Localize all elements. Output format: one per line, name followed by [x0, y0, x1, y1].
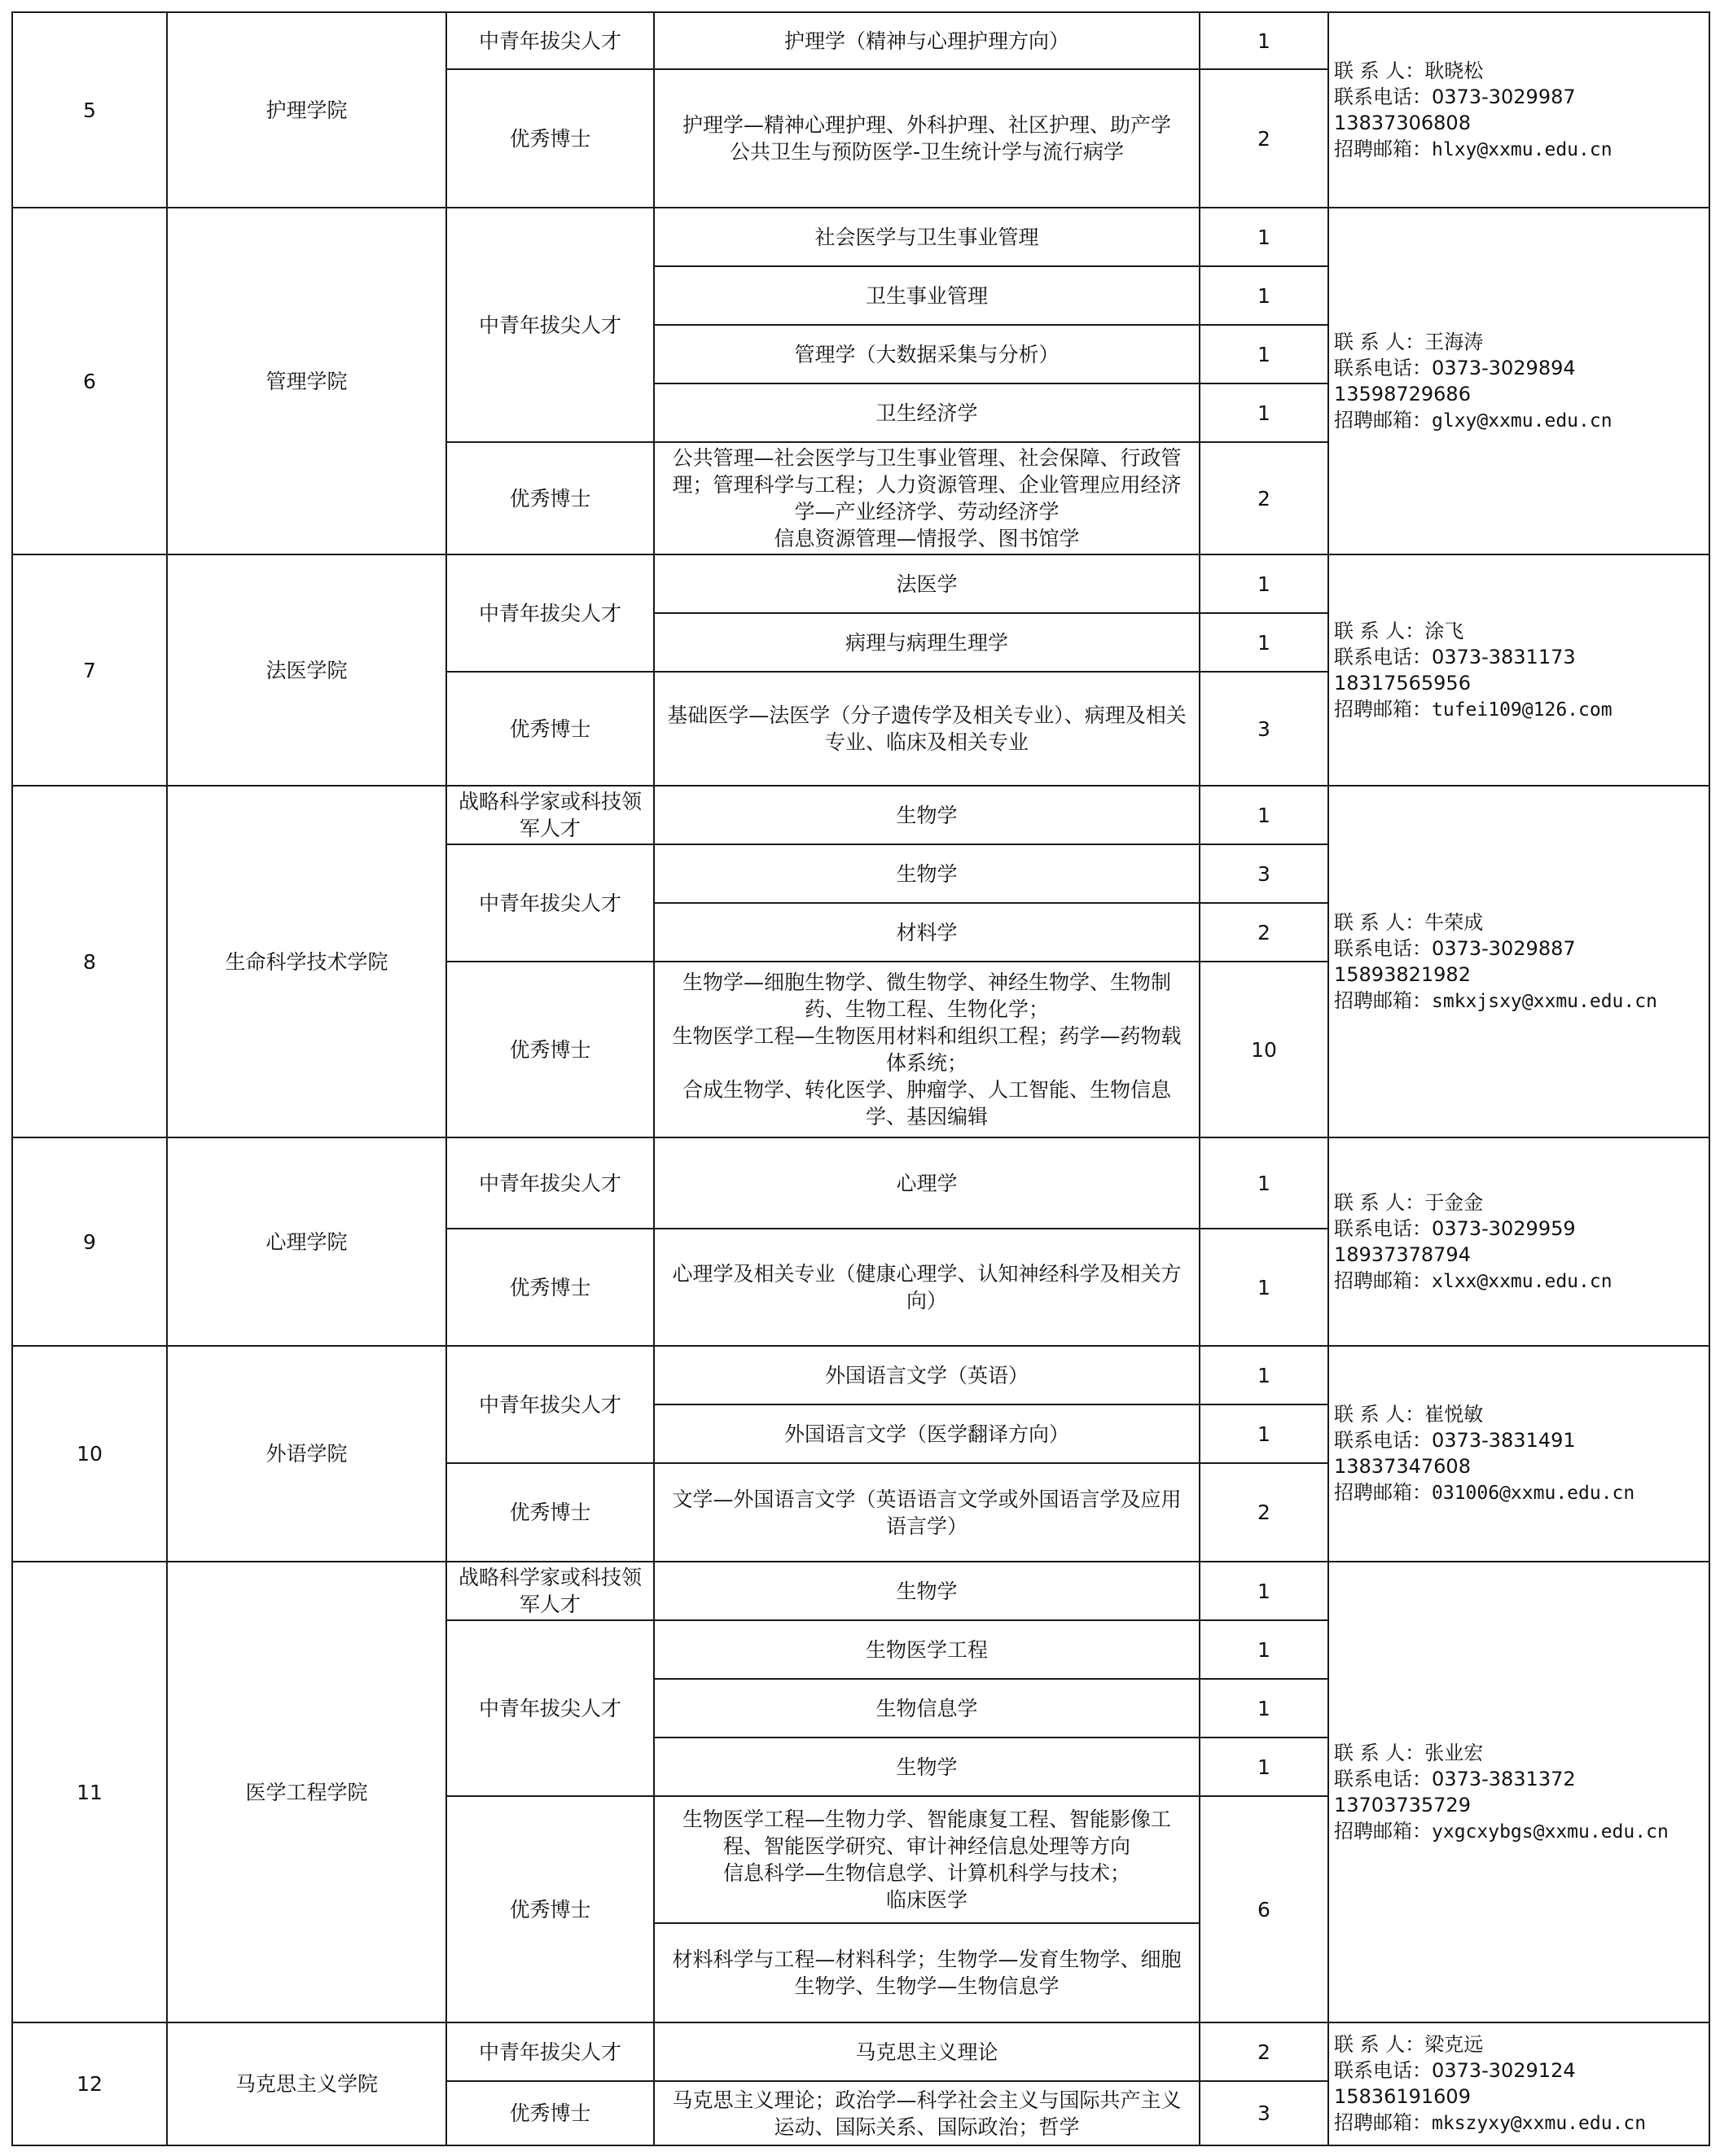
count-cell-text: 1 [1257, 28, 1270, 53]
count-cell-text: 10 [1251, 1037, 1277, 1062]
college-number [11, 785, 168, 1138]
major-cell-text: 卫生事业管理 [865, 283, 988, 308]
college-number-text: 6 [83, 369, 96, 393]
contact-phone-label: 联系电话： [1334, 1767, 1432, 1790]
contact-email[interactable]: yxgcxybgs@xxmu.edu.cn [1432, 1821, 1669, 1843]
contact-cell [1327, 1137, 1710, 1347]
contact-info [1334, 909, 1657, 1014]
contact-line [1334, 58, 1612, 84]
major-cell [653, 2022, 1200, 2082]
contact-line [1334, 670, 1612, 696]
contact-person-label: 联 系 人： [1334, 2033, 1425, 2056]
major-cell-text: 生物医学工程 [865, 1637, 988, 1662]
contact-phone: 0373-3029894 [1432, 356, 1576, 379]
contact-phone-label: 联系电话： [1334, 645, 1432, 668]
contact-phone-label: 联系电话： [1334, 2059, 1432, 2082]
talent-type [445, 961, 655, 1138]
contact-email[interactable]: glxy@xxmu.edu.cn [1432, 410, 1612, 432]
talent-type [445, 1137, 655, 1229]
talent-type [445, 554, 655, 673]
major-cell [653, 441, 1200, 555]
talent-type [445, 68, 655, 208]
talent-type [445, 671, 655, 787]
contact-person-label: 联 系 人： [1334, 1190, 1425, 1214]
talent-type-text: 优秀博士 [509, 486, 591, 511]
count-cell-text: 1 [1257, 572, 1270, 596]
contact-person-label: 联 系 人： [1334, 1741, 1425, 1764]
count-cell [1199, 844, 1329, 904]
count-cell-text: 2 [1257, 1501, 1270, 1524]
major-cell [653, 844, 1200, 904]
major-cell-text: 外国语言文学（医学翻译方向） [783, 1422, 1069, 1446]
contact-mobile: 13598729686 [1334, 382, 1471, 405]
contact-line [1334, 381, 1612, 407]
recruitment-table [11, 11, 1709, 2145]
major-cell [653, 1345, 1200, 1405]
contact-email-label: 招聘邮箱： [1334, 2111, 1432, 2134]
contact-info [1334, 329, 1612, 434]
count-cell [1199, 902, 1329, 962]
college-number [11, 2022, 168, 2146]
college-name-text: 法医学院 [265, 658, 348, 682]
talent-type [445, 1462, 655, 1562]
talent-type-text: 优秀博士 [509, 1037, 591, 1062]
contact-line [1334, 909, 1657, 936]
talent-type [445, 1795, 655, 2023]
contact-mobile: 13837306808 [1334, 111, 1471, 134]
major-cell [653, 11, 1200, 70]
college-number-text: 10 [77, 1442, 103, 1466]
major-cell [653, 1462, 1200, 1562]
contact-line [1334, 1216, 1612, 1242]
contact-phone-label: 联系电话： [1334, 936, 1432, 960]
talent-type [445, 1619, 655, 1797]
count-cell [1199, 785, 1329, 845]
contact-phone: 0373-3029959 [1432, 1216, 1576, 1240]
talent-type [445, 844, 655, 962]
count-cell [1199, 265, 1329, 326]
contact-line [1334, 1401, 1634, 1427]
major-cell [653, 1737, 1200, 1797]
count-cell [1199, 1404, 1329, 1464]
college-name-text: 马克思主义学院 [235, 2072, 378, 2096]
contact-person-label: 联 系 人： [1334, 1403, 1425, 1426]
contact-line [1334, 1792, 1669, 1818]
major-cell-text: 社会医学与卫生事业管理 [814, 225, 1039, 249]
contact-person: 王海涛 [1424, 330, 1484, 353]
talent-type [445, 2080, 655, 2146]
count-cell-text: 1 [1257, 1171, 1270, 1195]
count-cell [1199, 671, 1329, 787]
contact-person-label: 联 系 人： [1334, 910, 1425, 934]
major-cell [653, 554, 1200, 614]
contact-line [1334, 136, 1612, 163]
count-cell [1199, 68, 1329, 208]
major-cell [653, 1561, 1200, 1621]
talent-type-text: 优秀博士 [509, 1501, 591, 1524]
college-number-text: 8 [83, 949, 96, 974]
major-cell [653, 961, 1200, 1138]
contact-line [1334, 644, 1612, 670]
talent-type [445, 2022, 655, 2082]
contact-line [1334, 1766, 1669, 1792]
contact-line [1334, 618, 1612, 644]
contact-line [1334, 1818, 1669, 1845]
talent-type-text: 中青年拔尖人才 [478, 1696, 621, 1720]
college-number [11, 1137, 168, 1347]
contact-line [1334, 1242, 1612, 1268]
contact-cell [1327, 1345, 1710, 1562]
contact-email[interactable]: mkszyxy@xxmu.edu.cn [1432, 2113, 1647, 2134]
count-cell [1199, 1737, 1329, 1797]
talent-type-text: 中青年拔尖人才 [478, 601, 621, 625]
contact-email-label: 招聘邮箱： [1334, 988, 1432, 1012]
major-cell-text: 生物学 [896, 803, 958, 827]
count-cell [1199, 1795, 1329, 2023]
count-cell [1199, 961, 1329, 1138]
count-cell [1199, 612, 1329, 673]
contact-info [1334, 2031, 1646, 2136]
contact-phone-label: 联系电话： [1334, 1429, 1432, 1452]
contact-mobile: 15893821982 [1334, 962, 1471, 986]
major-cell-text: 生物学—细胞生物学、微生物学、神经生物学、生物制药、生物工程、生物化学； 生物医学工程—生物医用材料和组织工程；药学—药物载体系统； 合成生物学、转化医学、肿瘤学、人工智能、生物信息学、基因编辑 [672, 971, 1182, 1128]
major-cell [653, 1137, 1200, 1229]
college-name-text: 管理学院 [265, 369, 348, 393]
count-cell [1199, 2080, 1329, 2146]
major-cell-text: 法医学 [896, 572, 958, 596]
major-cell-text: 生物学 [896, 1755, 958, 1779]
contact-cell [1327, 207, 1710, 555]
major-cell [653, 324, 1200, 384]
count-cell-text: 1 [1257, 1696, 1270, 1720]
count-cell-text: 1 [1257, 630, 1270, 655]
contact-line [1334, 1190, 1612, 1216]
contact-cell [1327, 785, 1710, 1138]
college-number-text: 5 [83, 98, 96, 122]
major-cell-text: 公共管理—社会医学与卫生事业管理、社会保障、行政管理；管理科学与工程；人力资源管理、企业管理应用经济学—产业经济学、劳动经济学 信息资源管理—情报学、图书馆学 [672, 446, 1182, 550]
major-cell [653, 1619, 1200, 1680]
talent-type [445, 1228, 655, 1347]
count-cell-text: 1 [1257, 1275, 1270, 1299]
contact-phone-label: 联系电话： [1334, 1216, 1432, 1240]
contact-line [1334, 329, 1612, 355]
contact-person: 于金金 [1424, 1190, 1484, 1214]
major-cell [653, 1922, 1200, 2023]
major-cell-text: 病理与病理生理学 [845, 630, 1008, 655]
college-number [11, 1561, 168, 2023]
major-cell [653, 383, 1200, 443]
count-cell-text: 1 [1257, 1579, 1270, 1603]
count-cell [1199, 554, 1329, 614]
count-cell-text: 3 [1257, 716, 1270, 741]
talent-type-text: 中青年拔尖人才 [478, 2040, 621, 2064]
contact-line [1334, 84, 1612, 110]
contact-person: 耿晓松 [1424, 59, 1484, 82]
talent-type [445, 785, 655, 845]
major-cell-text: 生物学 [896, 1579, 958, 1603]
contact-info [1334, 1740, 1669, 1845]
count-cell-text: 2 [1257, 920, 1270, 944]
major-cell [653, 68, 1200, 208]
count-cell-text: 1 [1257, 803, 1270, 827]
college-name [166, 785, 447, 1138]
talent-type-text: 战略科学家或科技领军人才 [458, 1566, 642, 1616]
major-cell-text: 马克思主义理论；政治学—科学社会主义与国际共产主义运动、国际关系、国际政治；哲学 [672, 2088, 1182, 2139]
college-name-text: 心理学院 [265, 1229, 348, 1254]
major-cell-text: 马克思主义理论 [855, 2040, 998, 2064]
major-cell-text: 生物医学工程—生物力学、智能康复工程、智能影像工程、智能医学研究、审计神经信息处理等方向 信息科学—生物信息学、计算机科学与技术； 临床医学 [682, 1808, 1171, 1912]
contact-phone: 0373-3831173 [1432, 645, 1576, 668]
talent-type-text: 中青年拔尖人才 [478, 891, 621, 915]
college-name [166, 207, 447, 555]
contact-cell [1327, 11, 1710, 208]
major-cell-text: 基础医学—法医学（分子遗传学及相关专业）、病理及相关专业、临床及相关专业 [667, 703, 1187, 754]
contact-email[interactable]: smkxjsxy@xxmu.edu.cn [1432, 990, 1657, 1012]
college-name [166, 11, 447, 208]
major-cell [653, 1678, 1200, 1738]
talent-type-text: 中青年拔尖人才 [478, 28, 621, 53]
contact-phone: 0373-3029887 [1432, 936, 1576, 960]
contact-line [1334, 1427, 1634, 1453]
contact-info [1334, 58, 1612, 163]
contact-phone: 0373-3029124 [1432, 2059, 1576, 2082]
contact-email[interactable]: hlxy@xxmu.edu.cn [1432, 138, 1612, 160]
count-cell [1199, 441, 1329, 555]
count-cell [1199, 1228, 1329, 1347]
talent-type-text: 战略科学家或科技领军人才 [458, 790, 642, 840]
college-name [166, 554, 447, 787]
major-cell-text: 卫生经济学 [875, 401, 978, 425]
major-cell-text: 心理学 [896, 1171, 958, 1195]
contact-person-label: 联 系 人： [1334, 59, 1425, 82]
contact-line [1334, 110, 1612, 136]
count-cell-text: 1 [1257, 225, 1270, 249]
count-cell [1199, 324, 1329, 384]
major-cell [653, 1795, 1200, 1924]
contact-info [1334, 1401, 1634, 1506]
major-cell-text: 心理学及相关专业（健康心理学、认知神经科学及相关方向） [672, 1262, 1182, 1312]
count-cell [1199, 2022, 1329, 2082]
contact-cell [1327, 2022, 1710, 2146]
contact-line [1334, 696, 1612, 723]
count-cell-text: 1 [1257, 1363, 1270, 1387]
major-cell-text: 生物信息学 [875, 1696, 978, 1720]
talent-type [445, 207, 655, 443]
contact-line [1334, 988, 1657, 1014]
major-cell-text: 护理学（精神与心理护理方向） [783, 28, 1069, 53]
contact-phone: 0373-3831491 [1432, 1429, 1576, 1452]
count-cell-text: 1 [1257, 1637, 1270, 1662]
contact-mobile: 18317565956 [1334, 671, 1471, 695]
contact-cell [1327, 554, 1710, 787]
contact-person: 涂飞 [1424, 619, 1464, 642]
college-name-text: 护理学院 [265, 98, 348, 122]
contact-email[interactable]: tufei109@126.com [1432, 699, 1612, 721]
college-name [166, 2022, 447, 2146]
contact-phone: 0373-3029987 [1432, 85, 1576, 108]
contact-person-label: 联 系 人： [1334, 619, 1425, 642]
college-name-text: 外语学院 [265, 1442, 348, 1466]
contact-line [1334, 1479, 1634, 1506]
contact-line [1334, 1453, 1634, 1479]
contact-email[interactable]: 031006@xxmu.edu.cn [1432, 1483, 1635, 1504]
major-cell-text: 生物学 [896, 861, 958, 886]
contact-person: 张业宏 [1424, 1741, 1484, 1764]
college-name [166, 1345, 447, 1562]
count-cell-text: 1 [1257, 401, 1270, 425]
major-cell-text: 文学—外国语言文学（英语语言文学或外国语言学及应用语言学） [672, 1487, 1182, 1538]
contact-email-label: 招聘邮箱： [1334, 1481, 1432, 1504]
talent-type-text: 优秀博士 [509, 716, 591, 741]
college-number-text: 11 [77, 1780, 103, 1804]
contact-mobile: 13703735729 [1334, 1793, 1471, 1816]
college-name-text: 生命科学技术学院 [225, 949, 388, 974]
major-cell [653, 207, 1200, 267]
major-cell [653, 2080, 1200, 2146]
contact-line [1334, 1740, 1669, 1766]
count-cell-text: 3 [1257, 861, 1270, 886]
count-cell [1199, 207, 1329, 267]
contact-email-label: 招聘邮箱： [1334, 697, 1432, 721]
contact-line [1334, 1268, 1612, 1295]
count-cell-text: 2 [1257, 2040, 1270, 2064]
contact-phone: 0373-3831372 [1432, 1767, 1576, 1790]
college-number [11, 554, 168, 787]
college-number-text: 7 [83, 658, 96, 682]
college-number-text: 12 [77, 2072, 103, 2096]
college-number-text: 9 [83, 1229, 96, 1254]
contact-line [1334, 2110, 1646, 2136]
count-cell [1199, 1462, 1329, 1562]
talent-type [445, 441, 655, 555]
major-cell [653, 1228, 1200, 1347]
contact-line [1334, 2057, 1646, 2084]
major-cell-text: 材料科学与工程—材料科学；生物学—发育生物学、细胞生物学、生物学—生物信息学 [672, 1948, 1182, 1998]
contact-email-label: 招聘邮箱： [1334, 408, 1432, 432]
count-cell [1199, 1678, 1329, 1738]
contact-line [1334, 962, 1657, 988]
count-cell [1199, 1345, 1329, 1405]
contact-person: 崔悦敏 [1424, 1403, 1484, 1426]
contact-mobile: 13837347608 [1334, 1455, 1471, 1478]
count-cell [1199, 383, 1329, 443]
contact-email-label: 招聘邮箱： [1334, 1819, 1432, 1843]
talent-type-text: 中青年拔尖人才 [478, 1171, 621, 1195]
count-cell-text: 1 [1257, 283, 1270, 308]
major-cell [653, 785, 1200, 845]
talent-type-text: 中青年拔尖人才 [478, 313, 621, 337]
talent-type-text: 优秀博士 [509, 1275, 591, 1299]
college-number [11, 11, 168, 208]
count-cell-text: 1 [1257, 1422, 1270, 1446]
talent-type-text: 优秀博士 [509, 1897, 591, 1922]
major-cell [653, 612, 1200, 673]
major-cell-text: 管理学（大数据采集与分析） [794, 342, 1060, 366]
count-cell [1199, 1137, 1329, 1229]
major-cell [653, 671, 1200, 787]
major-cell-text: 材料学 [896, 920, 958, 944]
count-cell-text: 1 [1257, 342, 1270, 366]
talent-type [445, 1561, 655, 1621]
college-number [11, 207, 168, 555]
contact-line [1334, 936, 1657, 962]
count-cell-text: 1 [1257, 1755, 1270, 1779]
contact-info [1334, 618, 1612, 723]
contact-phone-label: 联系电话： [1334, 356, 1432, 379]
talent-type-text: 优秀博士 [509, 2101, 591, 2125]
count-cell [1199, 11, 1329, 70]
major-cell-text: 护理学—精神心理护理、外科护理、社区护理、助产学 公共卫生与预防医学-卫生统计学与流行病学 [682, 113, 1171, 164]
contact-cell [1327, 1561, 1710, 2023]
count-cell-text: 6 [1257, 1897, 1270, 1922]
major-cell [653, 902, 1200, 962]
contact-phone-label: 联系电话： [1334, 85, 1432, 108]
talent-type-text: 中青年拔尖人才 [478, 1392, 621, 1417]
contact-mobile: 15836191609 [1334, 2085, 1471, 2108]
college-name-text: 医学工程学院 [245, 1780, 368, 1804]
count-cell-text: 3 [1257, 2101, 1270, 2125]
count-cell-text: 2 [1257, 486, 1270, 511]
contact-person: 牛荣成 [1424, 910, 1484, 934]
college-number [11, 1345, 168, 1562]
contact-line [1334, 2031, 1646, 2057]
contact-mobile: 18937378794 [1334, 1242, 1471, 1266]
major-cell-text: 外国语言文学（英语） [824, 1363, 1029, 1387]
contact-email[interactable]: xlxx@xxmu.edu.cn [1432, 1270, 1612, 1292]
contact-person: 梁克远 [1424, 2033, 1484, 2056]
contact-line [1334, 2084, 1646, 2110]
college-name [166, 1137, 447, 1347]
talent-type [445, 1345, 655, 1464]
talent-type [445, 11, 655, 70]
count-cell [1199, 1619, 1329, 1680]
contact-email-label: 招聘邮箱： [1334, 1269, 1432, 1292]
contact-line [1334, 355, 1612, 381]
college-name [166, 1561, 447, 2023]
talent-type-text: 优秀博士 [509, 126, 591, 151]
count-cell [1199, 1561, 1329, 1621]
contact-line [1334, 407, 1612, 434]
count-cell-text: 2 [1257, 126, 1270, 151]
contact-info [1334, 1190, 1612, 1295]
major-cell [653, 265, 1200, 326]
contact-person-label: 联 系 人： [1334, 330, 1425, 353]
contact-email-label: 招聘邮箱： [1334, 137, 1432, 160]
major-cell [653, 1404, 1200, 1464]
